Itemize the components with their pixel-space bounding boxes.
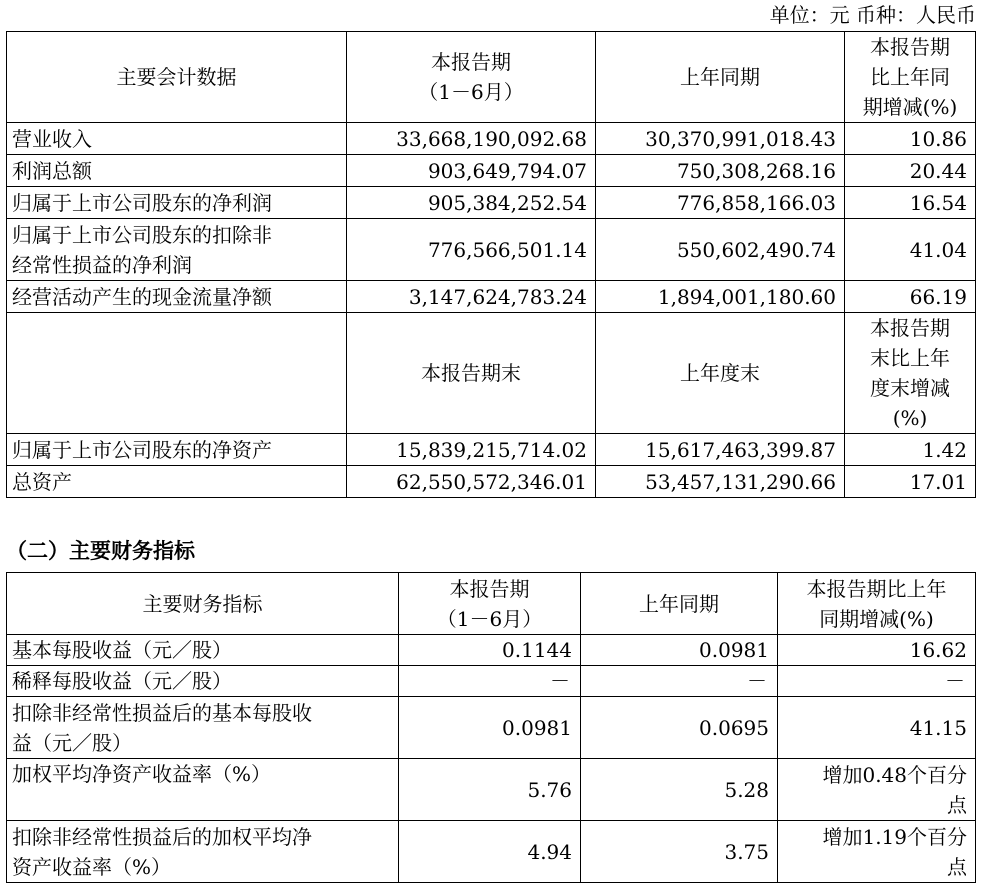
row-label: 稀释每股收益（元／股）	[7, 666, 399, 697]
row-label: 经营活动产生的现金流量净额	[7, 281, 347, 313]
prior-value: 750,308,268.16	[596, 155, 845, 187]
change-value: 41.15	[778, 697, 976, 759]
table-row	[7, 466, 976, 498]
row-label: 加权平均净资产收益率（%）	[7, 759, 399, 821]
section-title-financial-indicators: （二）主要财务指标	[6, 539, 195, 563]
header-current-period: 本报告期 （1－6月）	[399, 573, 581, 635]
current-value: －	[399, 666, 581, 697]
table-row	[7, 155, 976, 187]
table-row	[7, 187, 976, 219]
current-value: 0.0981	[399, 697, 581, 759]
header-change-percent: 本报告期 比上年同 期增减(%)	[845, 32, 976, 123]
row-label: 归属于上市公司股东的净资产	[7, 434, 347, 466]
row-label: 归属于上市公司股东的净利润	[7, 187, 347, 219]
unit-currency-note: 单位：元 币种：人民币	[769, 3, 976, 27]
table-row	[7, 635, 976, 666]
header-prior-year-end: 上年度末	[596, 313, 845, 434]
row-label: 营业收入	[7, 123, 347, 155]
prior-value: 1,894,001,180.60	[596, 281, 845, 313]
row-label: 总资产	[7, 466, 347, 498]
header-prior-period: 上年同期	[581, 573, 778, 635]
header-empty	[7, 313, 347, 434]
key-financial-indicators-table	[6, 572, 976, 883]
change-value: 增加0.48个百分 点	[778, 759, 976, 821]
current-value: 33,668,190,092.68	[347, 123, 596, 155]
table-subheader-row	[7, 313, 976, 434]
change-value: 增加1.19个百分 点	[778, 821, 976, 883]
change-value: 20.44	[845, 155, 976, 187]
current-value: 903,649,794.07	[347, 155, 596, 187]
prior-value: 0.0981	[581, 635, 778, 666]
prior-value: 776,858,166.03	[596, 187, 845, 219]
change-value: 10.86	[845, 123, 976, 155]
row-label: 扣除非经常性损益后的基本每股收 益（元／股）	[7, 697, 399, 759]
header-change-percent: 本报告期比上年 同期增减(%)	[778, 573, 976, 635]
row-label: 扣除非经常性损益后的加权平均净 资产收益率（%）	[7, 821, 399, 883]
current-value: 776,566,501.14	[347, 219, 596, 281]
current-value: 0.1144	[399, 635, 581, 666]
table-row	[7, 219, 976, 281]
header-change-percent-end: 本报告期 末比上年 度末增减 (%)	[845, 313, 976, 434]
header-financial-indicator: 主要财务指标	[7, 573, 399, 635]
prior-value: 550,602,490.74	[596, 219, 845, 281]
row-label: 归属于上市公司股东的扣除非 经常性损益的净利润	[7, 219, 347, 281]
current-value: 905,384,252.54	[347, 187, 596, 219]
current-value: 62,550,572,346.01	[347, 466, 596, 498]
header-current-period: 本报告期 （1－6月）	[347, 32, 596, 123]
prior-value: 53,457,131,290.66	[596, 466, 845, 498]
table-row	[7, 434, 976, 466]
table-row	[7, 759, 976, 821]
current-value: 5.76	[399, 759, 581, 821]
prior-value: 5.28	[581, 759, 778, 821]
change-value: 66.19	[845, 281, 976, 313]
change-value: －	[778, 666, 976, 697]
table-header-row	[7, 32, 976, 123]
key-accounting-data-table	[6, 31, 976, 498]
row-label: 利润总额	[7, 155, 347, 187]
table-row	[7, 666, 976, 697]
table-row	[7, 697, 976, 759]
prior-value: 0.0695	[581, 697, 778, 759]
change-value: 16.54	[845, 187, 976, 219]
change-value: 41.04	[845, 219, 976, 281]
change-value: 1.42	[845, 434, 976, 466]
header-period-end: 本报告期末	[347, 313, 596, 434]
table-header-row	[7, 573, 976, 635]
prior-value: 15,617,463,399.87	[596, 434, 845, 466]
prior-value: 3.75	[581, 821, 778, 883]
prior-value: 30,370,991,018.43	[596, 123, 845, 155]
header-accounting-data: 主要会计数据	[7, 32, 347, 123]
change-value: 17.01	[845, 466, 976, 498]
current-value: 15,839,215,714.02	[347, 434, 596, 466]
table-row	[7, 821, 976, 883]
current-value: 4.94	[399, 821, 581, 883]
change-value: 16.62	[778, 635, 976, 666]
current-value: 3,147,624,783.24	[347, 281, 596, 313]
table-row	[7, 281, 976, 313]
prior-value: －	[581, 666, 778, 697]
table-row	[7, 123, 976, 155]
header-prior-period: 上年同期	[596, 32, 845, 123]
row-label: 基本每股收益（元／股）	[7, 635, 399, 666]
